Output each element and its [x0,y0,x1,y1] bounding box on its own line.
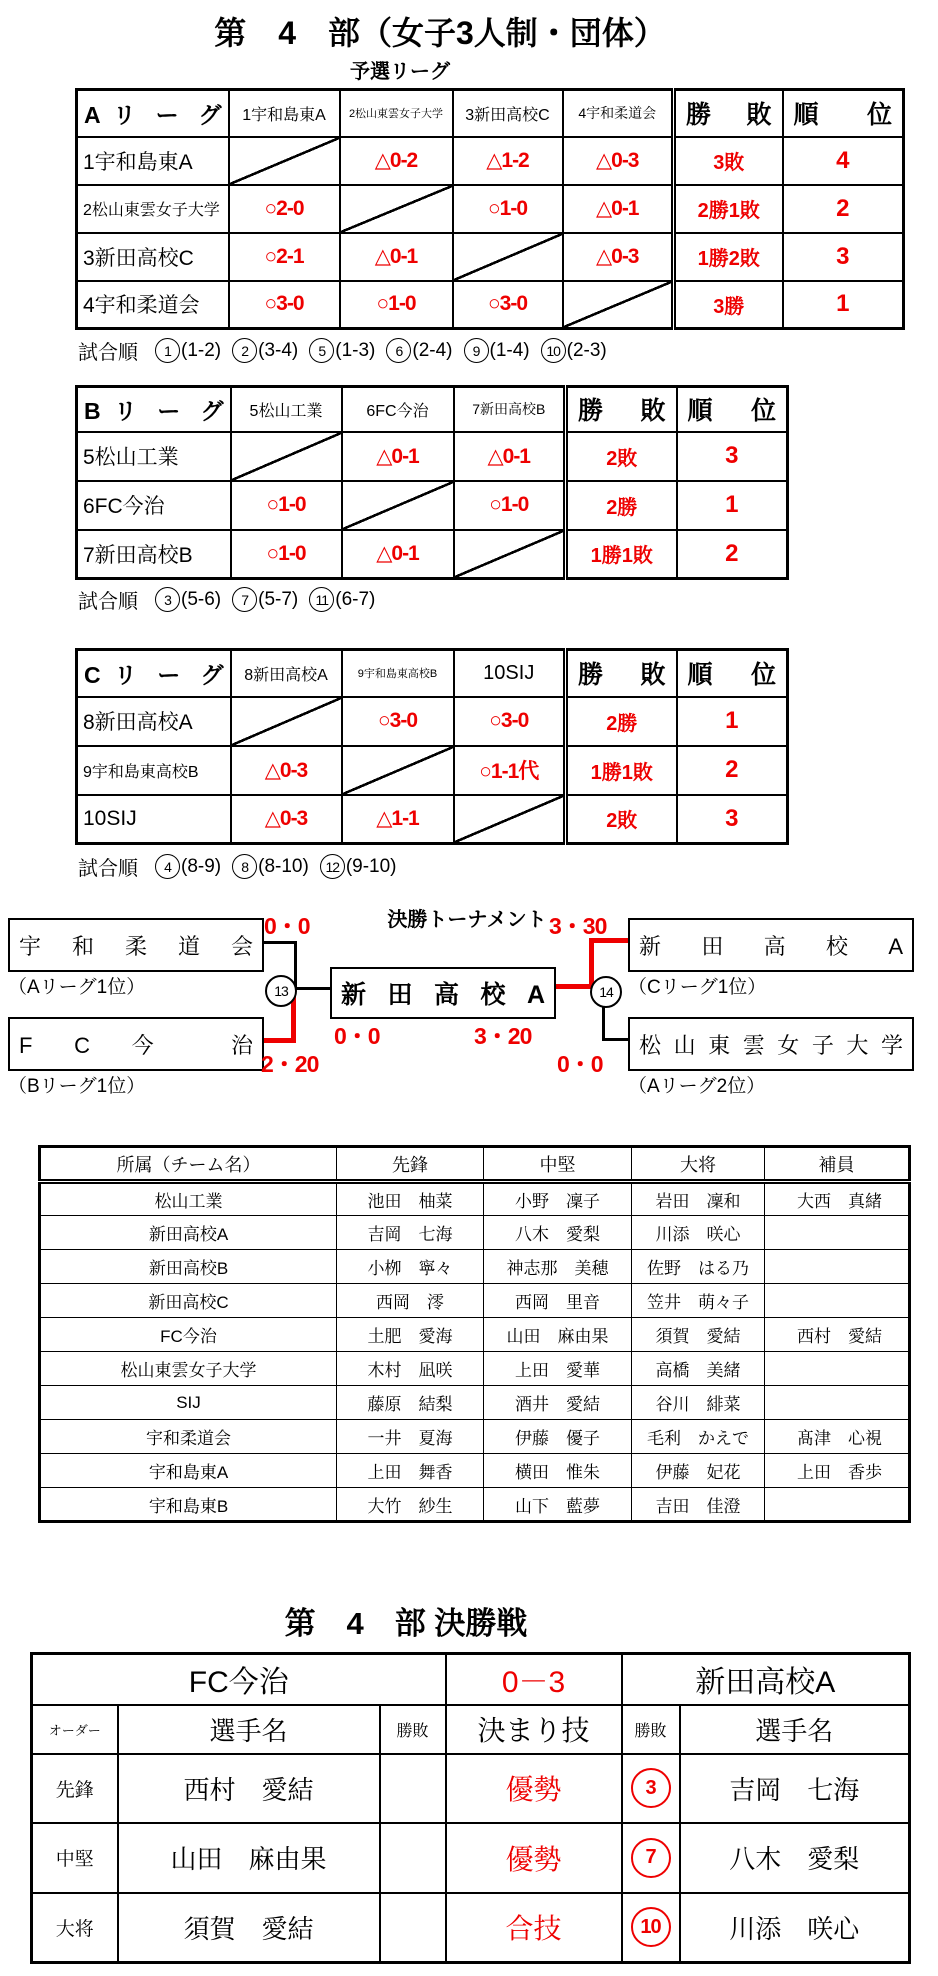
self-cell [342,746,454,795]
table-row [40,1147,910,1182]
technique-cell: 優勢 [446,1823,622,1893]
rank-header: 順 位 [783,90,904,137]
player-name: 池田 柚菜 [337,1182,484,1216]
roster-team: 宇和柔道会 [40,1420,337,1454]
match-order-item [155,338,221,363]
record-header: 勝 敗 [566,387,677,432]
match-order-item [541,338,607,363]
player-name: 山田 麻由果 [484,1318,632,1352]
technique-cell: 合技 [446,1893,622,1963]
self-cell [563,281,674,329]
player-name: 小栁 寧々 [337,1250,484,1284]
result-cell: △0-3 [231,795,342,844]
match-number-circle: 13 [265,975,297,1007]
result-cell [380,1754,446,1823]
result-cell: △0-3 [563,137,674,185]
result-cell: △0-2 [340,137,453,185]
result-cell: ○2-1 [229,233,340,281]
result-cell: ○1-1代 [454,746,566,795]
self-cell [340,185,453,233]
opponent-header: 5松山工業 [231,387,342,432]
match-order-item [464,338,530,363]
record-cell: 3敗 [674,137,783,185]
league-c-name: C リ ー グ [77,650,231,697]
win-number-circle: 7 [631,1838,671,1878]
league-a-match-order [78,336,607,365]
team-cell: 2松山東雲女子大学 [77,185,229,233]
match-number-circle: 1 [155,338,180,363]
bracket-line [602,1038,628,1041]
match-pair: (3-4) [258,339,299,361]
result-cell: ○3-0 [229,281,340,329]
roster-header: 大将 [632,1147,765,1182]
player-name: 八木 愛梨 [680,1823,910,1893]
player-name: 西岡 里音 [484,1284,632,1318]
self-cell [342,481,454,530]
table-row [32,1823,910,1893]
player-name: 谷川 緋菜 [632,1386,765,1420]
match-number-circle: 10 [541,338,566,363]
roster-team: 宇和島東A [40,1454,337,1488]
bracket-title: 決勝トーナメント [387,909,547,931]
opponent-header: 4宇和柔道会 [563,90,674,137]
player-name: 山田 麻由果 [118,1823,380,1893]
rank-cell: 3 [783,233,904,281]
win-number-circle: 10 [631,1907,671,1947]
position-cell: 先鋒 [32,1754,118,1823]
player-name: 上田 愛華 [484,1352,632,1386]
position-cell: 中堅 [32,1823,118,1893]
player-name [765,1216,910,1250]
rank-cell: 1 [783,281,904,329]
table-row [32,1754,910,1823]
table-row [32,1654,910,1705]
match-pair: (8-10) [258,855,309,877]
match-order-item [309,587,375,612]
win-number-circle: 3 [631,1768,671,1808]
record-cell: 2敗 [566,432,677,481]
final-score-right: 3・20 [474,1023,532,1049]
table-row [40,1284,910,1318]
rank-cell: 2 [677,746,788,795]
result-cell [622,1754,680,1823]
roster-header: 先鋒 [337,1147,484,1182]
result-cell: ○3-0 [454,697,566,746]
result-cell: ○1-0 [340,281,453,329]
match-number-circle: 12 [320,854,345,879]
result-cell: △0-3 [231,746,342,795]
record-cell: 1勝2敗 [674,233,783,281]
roster-header: 所属（チーム名） [40,1147,337,1182]
table-row [40,1250,910,1284]
player-name: 西村 愛結 [118,1754,380,1823]
rank-cell: 4 [783,137,904,185]
player-name: 須賀 愛結 [632,1318,765,1352]
bracket-team-name: 松山東雲女子大学 [639,1032,903,1058]
result-cell: △0-1 [454,432,566,481]
player-name: 川添 咲心 [680,1893,910,1963]
result-cell: ○3-0 [453,281,563,329]
team-cell: 10SIJ [77,795,231,844]
team-cell: 3新田高校C [77,233,229,281]
result-header: 勝敗 [622,1705,680,1754]
table-row [77,90,904,137]
match-number-circle: 11 [309,587,334,612]
match-order-item [232,587,298,612]
match-pair: (5-7) [258,588,299,610]
final-match-score: 0－3 [446,1654,622,1705]
record-cell: 1勝1敗 [566,746,677,795]
bracket-score: 3・30 [549,913,607,939]
result-cell: △0-1 [342,530,454,579]
opponent-header: 8新田高校A [231,650,342,697]
player-name: 笠井 萌々子 [632,1284,765,1318]
table-row [77,387,788,432]
rank-cell: 1 [677,481,788,530]
match-order-label: 試合順 [78,342,138,364]
match-order-label: 試合順 [78,591,138,613]
self-cell [229,137,340,185]
champion-name: 新 田 高 校 A [341,981,545,1009]
position-cell: 大将 [32,1893,118,1963]
roster-team: 宇和島東B [40,1488,337,1522]
league-b-name: B リ ー グ [77,387,231,432]
result-cell [380,1823,446,1893]
match-number-circle: 4 [155,854,180,879]
rank-cell: 2 [677,530,788,579]
self-cell [454,795,566,844]
player-name: 上田 舞香 [337,1454,484,1488]
final-tournament-bracket [0,900,938,1100]
opponent-header: 2松山東雲女子大学 [340,90,453,137]
result-cell: ○1-0 [454,481,566,530]
table-row [77,530,788,579]
player-name: 西岡 澪 [337,1284,484,1318]
league-c-match-order [78,852,397,881]
opponent-header: 10SIJ [454,650,566,697]
player-name: 上田 香歩 [765,1454,910,1488]
match-number-circle: 14 [590,976,622,1008]
table-row [77,185,904,233]
result-cell [622,1893,680,1963]
seed-label: （Aリーグ1位） [8,977,146,998]
order-header: オーダー [32,1705,118,1754]
self-cell [231,697,342,746]
match-pair: (5-6) [181,588,222,610]
rank-cell: 1 [677,697,788,746]
match-order-item [155,854,221,879]
table-row [32,1893,910,1963]
table-row [77,795,788,844]
result-cell: ○1-0 [231,530,342,579]
result-cell: ○1-0 [231,481,342,530]
table-row [32,1705,910,1754]
player-name: 藤原 結梨 [337,1386,484,1420]
player-name: 伊藤 妃花 [632,1454,765,1488]
match-order-label: 試合順 [78,858,138,880]
bracket-line [260,941,296,944]
match-order-item [386,338,452,363]
record-cell: 3勝 [674,281,783,329]
seed-label: （Bリーグ1位） [8,1076,146,1097]
league-a-table [75,88,905,330]
match-number-circle: 6 [386,338,411,363]
match-pair: (6-7) [335,588,376,610]
player-name [765,1250,910,1284]
player-name [765,1386,910,1420]
team-cell: 8新田高校A [77,697,231,746]
bracket-team-name: 宇 和 柔 道 会 [19,933,253,959]
team-cell: 9宇和島東高校B [77,746,231,795]
player-name: 木村 凪咲 [337,1352,484,1386]
final-match-title: 第 4 部 決勝戦 [284,1606,528,1641]
result-cell: △1-1 [342,795,454,844]
rank-header: 順 位 [677,650,788,697]
rank-cell: 3 [677,432,788,481]
bracket-team-box [8,1017,264,1071]
player-name: 大西 真緒 [765,1182,910,1216]
team-cell: 7新田高校B [77,530,231,579]
opponent-header: 3新田高校C [453,90,563,137]
bracket-team-name: F C 今 治 [19,1032,253,1058]
player-name: 一井 夏海 [337,1420,484,1454]
player-name: 大竹 紗生 [337,1488,484,1522]
table-row [40,1488,910,1522]
table-row [40,1420,910,1454]
player-name: 八木 愛梨 [484,1216,632,1250]
record-header: 勝 敗 [566,650,677,697]
table-row [77,697,788,746]
result-cell: △0-3 [563,233,674,281]
player-name: 川添 咲心 [632,1216,765,1250]
roster-header: 補員 [765,1147,910,1182]
technique-header: 決まり技 [446,1705,622,1754]
table-row [77,281,904,329]
match-order-item [155,587,221,612]
self-cell [453,233,563,281]
self-cell [454,530,566,579]
record-header: 勝 敗 [674,90,783,137]
result-cell [622,1823,680,1893]
final-match-table [30,1652,911,1964]
rank-cell: 2 [783,185,904,233]
player-header: 選手名 [118,1705,380,1754]
match-number-circle: 9 [464,338,489,363]
final-score-left: 0・0 [334,1023,380,1049]
match-number-circle: 8 [232,854,257,879]
player-header: 選手名 [680,1705,910,1754]
table-row [40,1182,910,1216]
technique-cell: 優勢 [446,1754,622,1823]
player-name [765,1284,910,1318]
match-order-item [232,854,309,879]
team-cell: 6FC今治 [77,481,231,530]
match-order-item [309,338,375,363]
rank-cell: 3 [677,795,788,844]
champion-box [330,967,556,1019]
league-b-match-order [78,585,375,614]
table-row [77,650,788,697]
result-cell: ○1-0 [453,185,563,233]
match-number-circle: 7 [232,587,257,612]
bracket-score: 2・20 [261,1051,319,1077]
record-cell: 2勝1敗 [674,185,783,233]
record-cell: 2勝 [566,697,677,746]
bracket-score: 0・0 [264,913,310,939]
self-cell [231,432,342,481]
league-b-table [75,385,789,580]
roster-team: 新田高校A [40,1216,337,1250]
match-pair: (1-2) [181,339,222,361]
player-name: 吉岡 七海 [337,1216,484,1250]
player-name: 須賀 愛結 [118,1893,380,1963]
player-name [765,1488,910,1522]
winner-path-line [552,984,594,989]
player-name: 佐野 はる乃 [632,1250,765,1284]
table-row [40,1454,910,1488]
bracket-team-box [628,1017,914,1071]
table-row [40,1386,910,1420]
match-order-item [232,338,298,363]
table-row [77,233,904,281]
bracket-team-box [8,918,264,972]
player-name: 毛利 かえで [632,1420,765,1454]
player-name: 吉田 佳澄 [632,1488,765,1522]
player-name: 岩田 凜和 [632,1182,765,1216]
league-c-table [75,648,789,845]
opponent-header: 1宇和島東A [229,90,340,137]
match-order-item [320,854,397,879]
opponent-header: 9宇和島東高校B [342,650,454,697]
match-number-circle: 2 [232,338,257,363]
table-row [77,481,788,530]
player-name: 神志那 美穂 [484,1250,632,1284]
table-row [77,746,788,795]
roster-team: 新田高校C [40,1284,337,1318]
roster-team: 新田高校B [40,1250,337,1284]
result-cell: ○2-0 [229,185,340,233]
player-name: 土肥 愛海 [337,1318,484,1352]
final-right-team: 新田高校A [622,1654,910,1705]
match-number-circle: 3 [155,587,180,612]
table-row [40,1318,910,1352]
table-row [77,432,788,481]
table-row [40,1216,910,1250]
roster-team: 松山東雲女子大学 [40,1352,337,1386]
seed-label: （Aリーグ2位） [628,1076,766,1097]
table-row [40,1352,910,1386]
player-name: 高橋 美緒 [632,1352,765,1386]
record-cell: 2敗 [566,795,677,844]
player-name: 吉岡 七海 [680,1754,910,1823]
result-cell: △1-2 [453,137,563,185]
match-pair: (1-3) [335,339,376,361]
result-cell [380,1893,446,1963]
result-cell: △0-1 [340,233,453,281]
result-header: 勝敗 [380,1705,446,1754]
result-cell: △0-1 [563,185,674,233]
player-name: 伊藤 優子 [484,1420,632,1454]
match-pair: (9-10) [345,855,397,877]
roster-team: SIJ [40,1386,337,1420]
opponent-header: 7新田高校B [454,387,566,432]
final-left-team: FC今治 [32,1654,446,1705]
opponent-header: 6FC今治 [342,387,454,432]
player-name: 山下 藍夢 [484,1488,632,1522]
player-name: 横田 惟朱 [484,1454,632,1488]
seed-label: （Cリーグ1位） [628,977,767,998]
roster-header: 中堅 [484,1147,632,1182]
result-cell: ○3-0 [342,697,454,746]
bracket-score: 0・0 [557,1051,603,1077]
player-name: 小野 凜子 [484,1182,632,1216]
match-pair: (2-4) [412,339,453,361]
bracket-team-name: 新 田 高 校 A [639,933,903,959]
team-cell: 4宇和柔道会 [77,281,229,329]
roster-table [38,1145,911,1523]
result-cell: △0-1 [342,432,454,481]
player-name: 酒井 愛結 [484,1386,632,1420]
table-row [77,137,904,185]
match-pair: (1-4) [489,339,530,361]
match-pair: (8-9) [181,855,222,877]
roster-team: 松山工業 [40,1182,337,1216]
player-name: 西村 愛結 [765,1318,910,1352]
match-pair: (2-3) [566,339,607,361]
page-title: 第 4 部（女子3人制・団体） [214,15,666,51]
record-cell: 2勝 [566,481,677,530]
roster-team: FC今治 [40,1318,337,1352]
bracket-team-box [628,918,914,972]
bracket-line [293,987,330,990]
match-number-circle: 5 [309,338,334,363]
player-name [765,1352,910,1386]
league-a-name: A リ ー グ [77,90,229,137]
record-cell: 1勝1敗 [566,530,677,579]
team-cell: 1宇和島東A [77,137,229,185]
team-cell: 5松山工業 [77,432,231,481]
prelim-league-subtitle: 予選リーグ [350,61,450,83]
player-name: 髙津 心視 [765,1420,910,1454]
rank-header: 順 位 [677,387,788,432]
